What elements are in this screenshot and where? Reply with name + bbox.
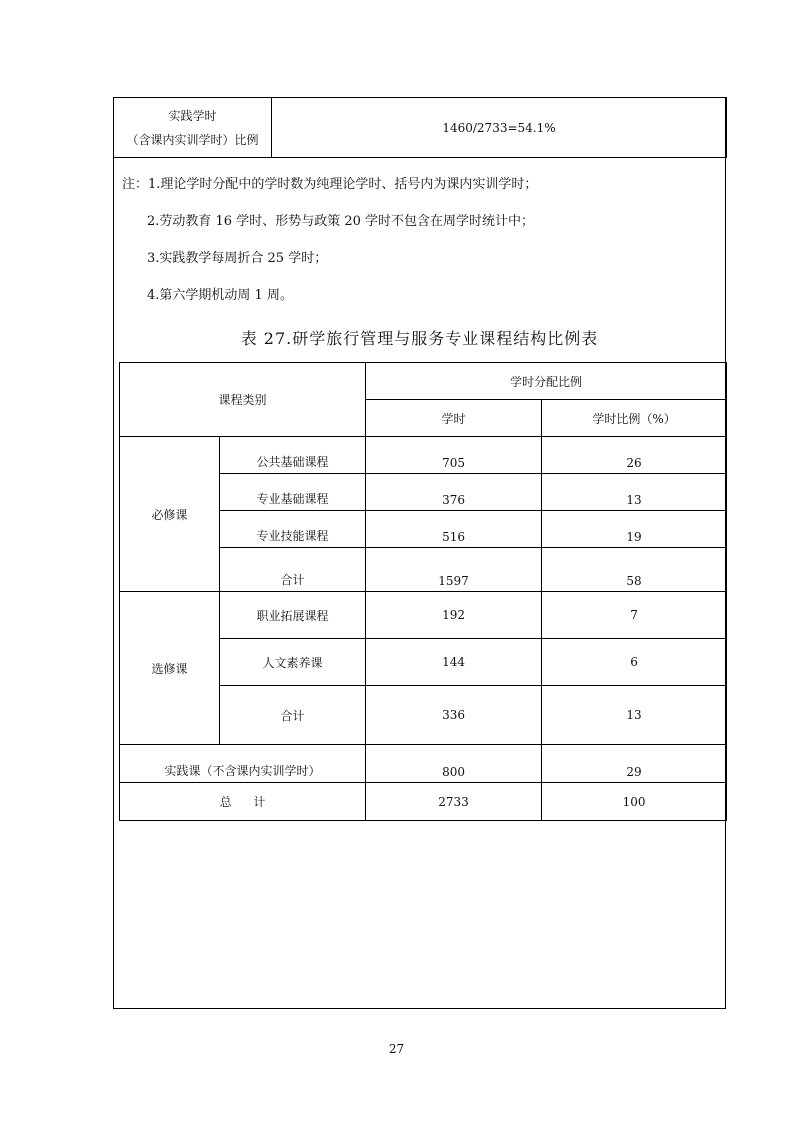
total-ratio: 100	[542, 783, 727, 821]
row-hours: 705	[366, 437, 542, 474]
row-hours: 144	[366, 639, 542, 686]
elective-label: 选修课	[120, 592, 220, 745]
row-ratio: 26	[542, 437, 727, 474]
row-name: 合计	[220, 548, 366, 592]
required-label: 必修课	[120, 437, 220, 592]
page-number: 27	[388, 1042, 405, 1056]
notes	[122, 175, 717, 323]
row-ratio: 58	[542, 548, 727, 592]
practice-ratio: 29	[542, 745, 727, 783]
row-name: 专业技能课程	[220, 511, 366, 548]
row-hours: 336	[366, 686, 542, 745]
note-4: 4.第六学期机动周 1 周。	[147, 288, 293, 303]
practice-ratio-row	[113, 97, 727, 158]
table-row	[120, 783, 727, 821]
table-caption: 表 27.研学旅行管理与服务专业课程结构比例表	[240, 329, 599, 348]
practice-ratio-label-line2: （含课内实训学时）比例	[126, 132, 259, 147]
row-hours: 376	[366, 474, 542, 511]
total-label: 总 计	[219, 795, 266, 809]
course-structure-table	[119, 362, 727, 821]
row-hours: 516	[366, 511, 542, 548]
practice-hours: 800	[366, 745, 542, 783]
row-name: 人文素养课	[220, 639, 366, 686]
note-3: 3.实践教学每周折合 25 学时；	[147, 251, 328, 266]
header-hours: 学时	[366, 400, 542, 437]
table-row	[120, 745, 727, 783]
practice-ratio-value: 1460/2733=54.1%	[272, 98, 727, 158]
row-name: 公共基础课程	[220, 437, 366, 474]
row-ratio: 13	[542, 686, 727, 745]
practice-name: 实践课（不含课内实训学时）	[120, 745, 366, 783]
row-name: 专业基础课程	[220, 474, 366, 511]
header-ratio: 学时比例（%）	[542, 400, 727, 437]
header-category: 课程类别	[120, 363, 366, 437]
total-name	[120, 783, 366, 821]
note-1: 注：1.理论学时分配中的学时数为纯理论学时、括号内为课内实训学时；	[122, 177, 538, 192]
row-hours: 192	[366, 592, 542, 639]
row-ratio: 6	[542, 639, 727, 686]
row-ratio: 7	[542, 592, 727, 639]
practice-ratio-label	[114, 98, 272, 158]
note-2: 2.劳动教育 16 学时、形势与政策 20 学时不包含在周学时统计中；	[147, 214, 535, 229]
practice-ratio-label-line1: 实践学时	[168, 108, 217, 123]
row-ratio: 13	[542, 474, 727, 511]
header-group: 学时分配比例	[366, 363, 727, 400]
table-row	[120, 437, 727, 474]
table-row	[120, 592, 727, 639]
row-hours: 1597	[366, 548, 542, 592]
row-name: 职业拓展课程	[220, 592, 366, 639]
row-name: 合计	[220, 686, 366, 745]
row-ratio: 19	[542, 511, 727, 548]
total-hours: 2733	[366, 783, 542, 821]
